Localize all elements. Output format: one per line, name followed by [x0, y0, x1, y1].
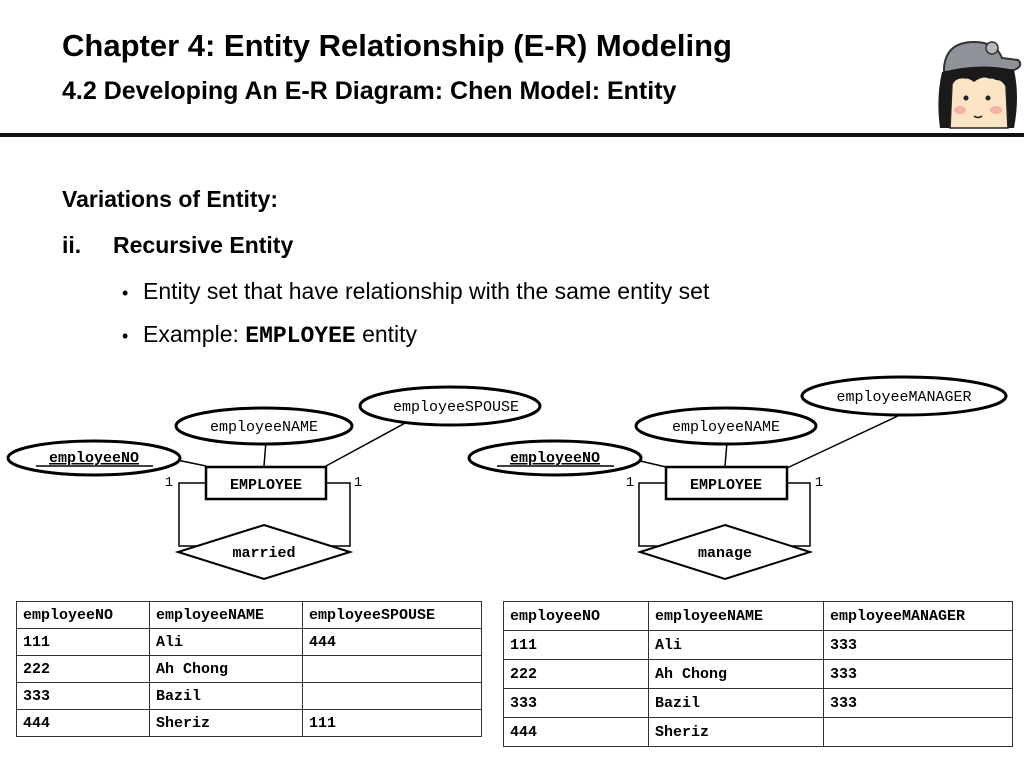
- header-divider: [0, 133, 1024, 137]
- table-cell: 444: [17, 710, 150, 737]
- table-row: [17, 683, 482, 710]
- relationship-label: married: [232, 545, 296, 562]
- section-heading: Variations of Entity:: [62, 186, 278, 212]
- table-header-cell: employeeNO: [504, 602, 649, 631]
- attr-extra-label: employeeSPOUSE: [392, 399, 520, 416]
- cardinality-left: 1: [625, 475, 635, 491]
- list-item-recursive-entity: [62, 228, 293, 262]
- table-cell: 333: [824, 689, 1013, 718]
- bullet-definition: [122, 274, 709, 310]
- cardinality-right: 1: [353, 475, 363, 491]
- bullet-dot-icon: •: [122, 326, 129, 346]
- table-cell: Ah Chong: [150, 656, 303, 683]
- table-cell: 333: [824, 631, 1013, 660]
- table-cell: 444: [303, 629, 482, 656]
- table-cell: 333: [504, 689, 649, 718]
- table-row: [504, 631, 1013, 660]
- table-cell: 333: [824, 660, 1013, 689]
- manager-table: [503, 601, 1013, 747]
- spouse-table: [16, 601, 482, 737]
- er-diagram-manage: [469, 377, 1006, 579]
- table-cell: Ali: [649, 631, 824, 660]
- table-cell: Bazil: [150, 683, 303, 710]
- table-cell: 222: [504, 660, 649, 689]
- attr-extra-label: employeeMANAGER: [836, 389, 972, 406]
- table-cell: 444: [504, 718, 649, 747]
- bullet-prefix: Example:: [143, 321, 246, 347]
- bullet-code: EMPLOYEE: [245, 323, 356, 349]
- table-row: [504, 718, 1013, 747]
- bullet-example: [122, 317, 417, 353]
- list-item-label: Recursive Entity: [113, 232, 294, 258]
- list-item-number: ii.: [62, 232, 82, 258]
- table-cell: 111: [303, 710, 482, 737]
- table-row: [504, 660, 1013, 689]
- table-cell: Bazil: [649, 689, 824, 718]
- relationship-label: manage: [697, 545, 753, 562]
- table-cell: Ah Chong: [649, 660, 824, 689]
- table-cell: Sheriz: [649, 718, 824, 747]
- entity-label: EMPLOYEE: [229, 477, 303, 494]
- attr-name-label: employeeNAME: [671, 419, 781, 436]
- er-diagrams: [0, 370, 1024, 590]
- cartoon-girl-with-cap-icon: [930, 36, 1024, 130]
- page-title: Chapter 4: Entity Relationship (E-R) Modeling: [62, 28, 732, 63]
- page-subtitle: 4.2 Developing An E-R Diagram: Chen Model: Entity: [62, 77, 677, 105]
- attr-no-label: employeeNO: [48, 450, 140, 467]
- table-header-cell: employeeMANAGER: [824, 602, 1013, 631]
- table-header-cell: employeeNAME: [150, 602, 303, 629]
- entity-label: EMPLOYEE: [689, 477, 763, 494]
- table-row: [17, 710, 482, 737]
- er-diagram-married: [8, 387, 540, 579]
- bullet-dot-icon: •: [122, 283, 129, 303]
- table-cell: Ali: [150, 629, 303, 656]
- table-cell: 333: [17, 683, 150, 710]
- table-row: [17, 656, 482, 683]
- cardinality-left: 1: [164, 475, 174, 491]
- table-cell: [303, 656, 482, 683]
- bullet-text: Entity set that have relationship with the same entity set: [143, 278, 710, 304]
- table-header-cell: employeeNO: [17, 602, 150, 629]
- table-cell: 111: [17, 629, 150, 656]
- table-cell: [824, 718, 1013, 747]
- table-cell: [303, 683, 482, 710]
- attr-name-label: employeeNAME: [209, 419, 319, 436]
- table-header-cell: employeeNAME: [649, 602, 824, 631]
- table-header-row: [17, 602, 482, 629]
- bullet-suffix: entity: [355, 321, 418, 347]
- table-row: [17, 629, 482, 656]
- attr-no-label: employeeNO: [509, 450, 601, 467]
- table-cell: 111: [504, 631, 649, 660]
- table-cell: Sheriz: [150, 710, 303, 737]
- table-header-cell: employeeSPOUSE: [303, 602, 482, 629]
- table-header-row: [504, 602, 1013, 631]
- table-row: [504, 689, 1013, 718]
- table-cell: 222: [17, 656, 150, 683]
- cardinality-right: 1: [814, 475, 824, 491]
